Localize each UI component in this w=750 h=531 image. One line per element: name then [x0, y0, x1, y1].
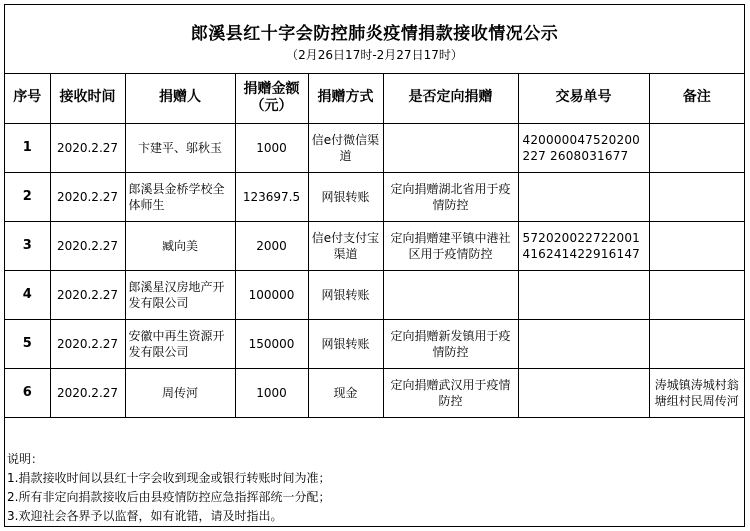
cell-note [649, 172, 744, 221]
col-header-donor: 捐赠人 [125, 73, 235, 123]
col-header-method: 捐赠方式 [308, 73, 383, 123]
table-row [5, 221, 744, 270]
notice-sheet [4, 4, 745, 527]
cell-amount: 123697.5 [235, 172, 308, 221]
cell-method: 信e付支付宝渠道 [308, 221, 383, 270]
col-header-date: 接收时间 [50, 73, 125, 123]
cell-amount: 100000 [235, 270, 308, 319]
cell-method: 现金 [308, 368, 383, 417]
cell-note: 涛城镇涛城村翁塘组村民周传河 [649, 368, 744, 417]
col-header-note: 备注 [649, 73, 744, 123]
cell-date: 2020.2.27 [50, 172, 125, 221]
cell-method: 网银转账 [308, 319, 383, 368]
note-item: 1.捐款接收时间以县红十字会收到现金或银行转账时间为准； [7, 471, 331, 485]
cell-txn [518, 270, 649, 319]
cell-amount: 1000 [235, 368, 308, 417]
table-row [5, 172, 744, 221]
cell-date: 2020.2.27 [50, 319, 125, 368]
cell-directed: 定向捐赠武汉用于疫情防控 [383, 368, 518, 417]
cell-date: 2020.2.27 [50, 368, 125, 417]
cell-amount: 1000 [235, 123, 308, 172]
cell-directed: 定向捐赠湖北省用于疫情防控 [383, 172, 518, 221]
header-row [5, 73, 744, 123]
cell-donor: 郎溪县金桥学校全体师生 [125, 172, 235, 221]
cell-note [649, 270, 744, 319]
col-header-amount: 捐赠金额（元） [235, 73, 308, 123]
cell-txn [518, 319, 649, 368]
cell-date: 2020.2.27 [50, 123, 125, 172]
cell-donor: 卞建平、邬秋玉 [125, 123, 235, 172]
cell-seq: 3 [5, 221, 50, 270]
col-header-seq: 序号 [5, 73, 50, 123]
cell-amount: 2000 [235, 221, 308, 270]
cell-amount: 150000 [235, 319, 308, 368]
page-title: 郎溪县红十字会防控肺炎疫情捐款接收情况公示 [190, 24, 559, 44]
cell-donor: 郎溪星汉房地产开发有限公司 [125, 270, 235, 319]
table-row [5, 368, 744, 417]
cell-directed: 定向捐赠新发镇用于疫情防控 [383, 319, 518, 368]
cell-seq: 5 [5, 319, 50, 368]
cell-donor: 臧向美 [125, 221, 235, 270]
cell-seq: 1 [5, 123, 50, 172]
cell-seq: 4 [5, 270, 50, 319]
cell-note [649, 319, 744, 368]
title-block [5, 5, 744, 74]
cell-donor: 周传河 [125, 368, 235, 417]
cell-txn [518, 368, 649, 417]
cell-method: 信e付微信渠道 [308, 123, 383, 172]
note-item: 3.欢迎社会各界予以监督，如有讹错，请及时指出。 [7, 509, 283, 523]
table-row [5, 319, 744, 368]
cell-txn: 420000047520200227 2608031677 [518, 123, 649, 172]
notes-block [7, 450, 742, 526]
notes-heading: 说明： [7, 452, 44, 466]
cell-seq: 2 [5, 172, 50, 221]
cell-donor: 安徽中再生资源开发有限公司 [125, 319, 235, 368]
col-header-directed: 是否定向捐赠 [383, 73, 518, 123]
donation-table [5, 73, 744, 418]
cell-txn: 572020022722001416241422916147 [518, 221, 649, 270]
cell-method: 网银转账 [308, 270, 383, 319]
cell-method: 网银转账 [308, 172, 383, 221]
cell-seq: 6 [5, 368, 50, 417]
cell-date: 2020.2.27 [50, 221, 125, 270]
cell-note [649, 123, 744, 172]
cell-directed [383, 270, 518, 319]
cell-txn [518, 172, 649, 221]
page-subtitle: （2月26日17时-2月27日17时） [286, 48, 463, 62]
table-row [5, 123, 744, 172]
note-item: 2.所有非定向捐款接收后由县疫情防控应急指挥部统一分配； [7, 490, 331, 504]
cell-directed [383, 123, 518, 172]
cell-directed: 定向捐赠建平镇中港社区用于疫情防控 [383, 221, 518, 270]
cell-note [649, 221, 744, 270]
cell-date: 2020.2.27 [50, 270, 125, 319]
table-row [5, 270, 744, 319]
col-header-txn: 交易单号 [518, 73, 649, 123]
